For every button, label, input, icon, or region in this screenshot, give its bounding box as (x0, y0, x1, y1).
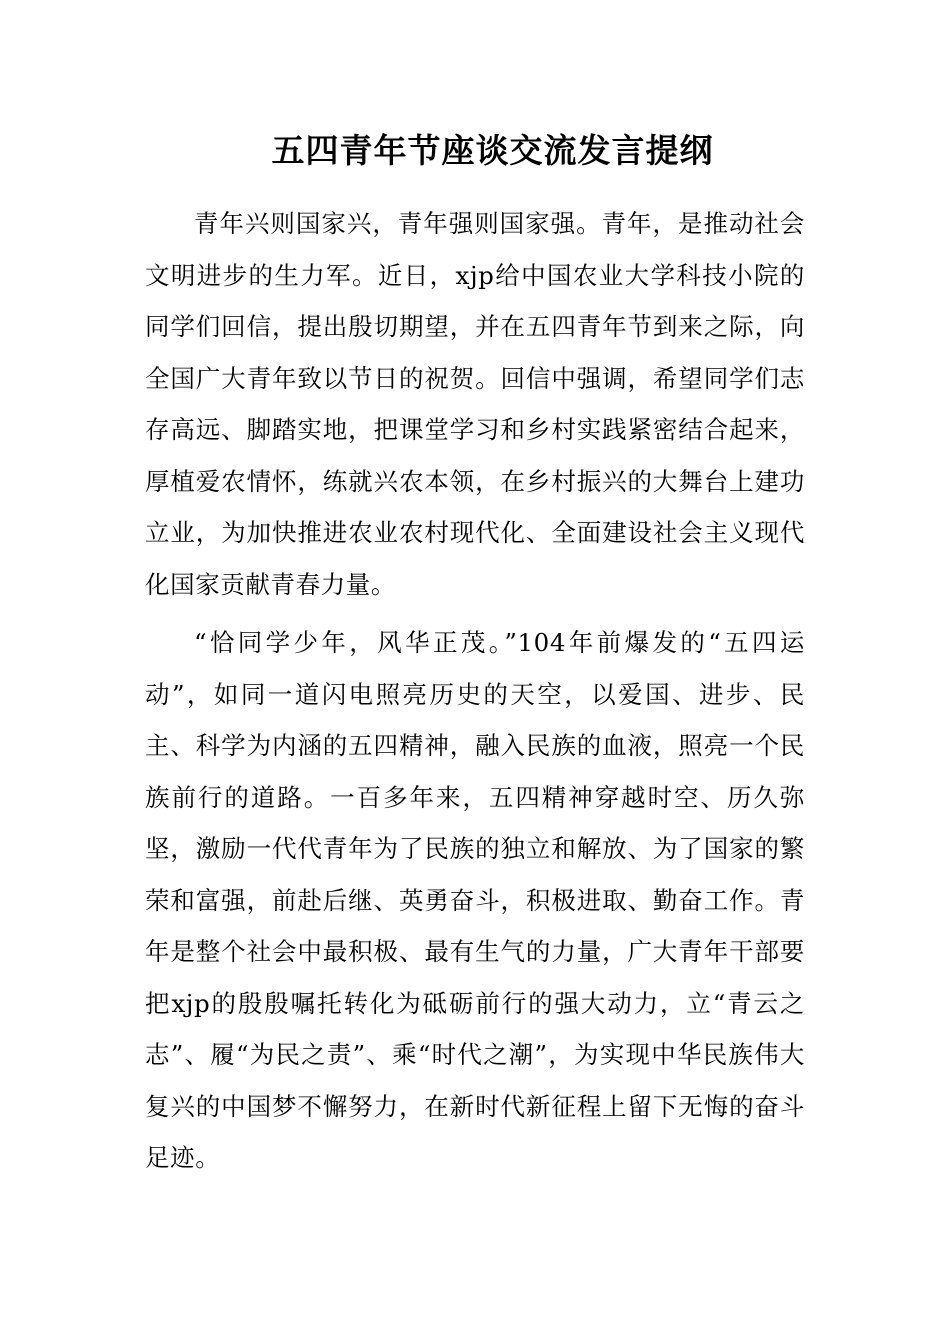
paragraph-2: “恰同学少年，风华正茂。”104年前爆发的“五四运动”，如同一道闪电照亮历史的天空，以爱国、进步、民主、科学为内涵的五四精神，融入民族的血液，照亮一个民族前行的道路。一百多年来，五四精神穿越时空、历久弥坚，激励一代代青年为了民族的独立和解放、为了国家的繁荣和富强，前赴后继、英勇奋斗，积极进取、勤奋工作。青年是整个社会中最积极、最有生气的力量，广大青年干部要把xjp的殷殷嘱托转化为砥砺前行的强大动力，立“青云之志”、履“为民之责”、乘“时代之潮”，为实现中华民族伟大复兴的中国梦不懈努力，在新时代新征程上留下无悔的奋斗足迹。 (145, 628, 805, 1172)
paragraph-1: 青年兴则国家兴，青年强则国家强。青年，是推动社会文明进步的生力军。近日，xjp给中国农业大学科技小院的同学们回信，提出殷切期望，并在五四青年节到来之际，向全国广大青年致以节日的祝贺。回信中强调，希望同学们志存高远、脚踏实地，把课堂学习和乡村实践紧密结合起来，厚植爱农情怀，练就兴农本领，在乡村振兴的大舞台上建功立业，为加快推进农业农村现代化、全面建设社会主义现代化国家贡献青春力量。 (145, 209, 805, 599)
document-body (145, 198, 805, 1184)
document-title: 五四青年节座谈交流发言提纲 (271, 131, 714, 170)
